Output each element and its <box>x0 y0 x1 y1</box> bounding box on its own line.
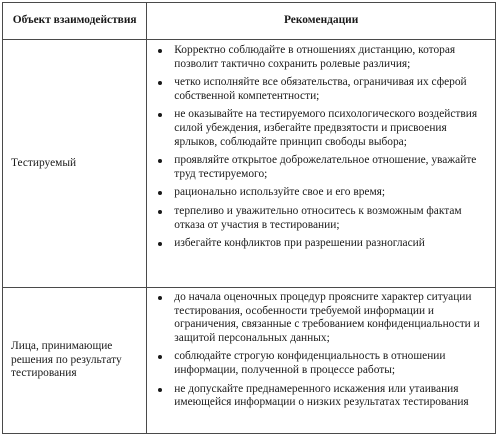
object-cell: Тестируемый <box>3 40 147 288</box>
bullet-icon <box>158 191 162 195</box>
list-item-text: не оказывайте на тестируемого психологического воздействия силой убеждения, избегайте предвзятости и присвоения ярлыков, соблюдайте принцип свободы выбора; <box>174 108 478 148</box>
bullet-icon <box>158 159 162 163</box>
list-item-text: рационально используйте свое и его время; <box>174 186 386 199</box>
list-item <box>147 76 489 103</box>
bullet-icon <box>158 355 162 359</box>
bullet-icon <box>158 210 162 214</box>
list-item-text: соблюдайте строгую конфиденциальность в отношении информации, полученной в процессе работы; <box>174 350 446 376</box>
recommendation-list <box>147 288 495 413</box>
list-item <box>147 291 489 345</box>
list-item <box>147 44 489 71</box>
table-row <box>3 288 496 434</box>
list-item <box>147 237 489 251</box>
bullet-icon <box>158 81 162 85</box>
bullet-icon <box>158 242 162 246</box>
list-item-text: Корректно соблюдайте в отношениях дистанцию, которая позволит тактично сохранить ролевые различия; <box>174 44 456 70</box>
header-row <box>3 3 496 40</box>
recommendations-cell <box>147 288 496 434</box>
header-object: Объект взаимодействия <box>3 3 147 40</box>
table-row <box>3 40 496 288</box>
list-item-text: четко исполняйте все обязательства, ограничивая их сферой собственной компетентности; <box>174 76 467 102</box>
bullet-icon <box>158 388 162 392</box>
list-item <box>147 383 489 410</box>
list-item <box>147 350 489 377</box>
bullet-icon <box>158 113 162 117</box>
recommendation-list <box>147 40 495 254</box>
list-item-text: до начала оценочных процедур проясните характер ситуации тестирования, особенности требуемой информации и ограничения, связанные с требованием конфиденциальности и защитой персональных данных; <box>174 291 480 344</box>
header-recommendations: Рекомендации <box>147 3 496 40</box>
list-item <box>147 108 489 149</box>
list-item <box>147 154 489 181</box>
list-item-text: проявляйте открытое доброжелательное отношение, уважайте труд тестируемого; <box>174 154 477 180</box>
list-item-text: терпеливо и уважительно относитесь к возможным фактам отказа от участия в тестировании; <box>174 204 462 231</box>
recommendations-table <box>2 2 496 434</box>
list-item-text: не допускайте преднамеренного искажения или утаивания имеющейся информации о низких результатах тестирования <box>174 382 469 409</box>
bullet-icon <box>158 296 162 300</box>
list-item <box>147 186 489 200</box>
list-item-text: избегайте конфликтов при разрешении разногласий <box>174 237 425 250</box>
bullet-icon <box>158 49 162 53</box>
object-cell: Лица, принимающие решения по результату тестирования <box>3 288 147 434</box>
recommendations-cell <box>147 40 496 288</box>
list-item <box>147 205 489 232</box>
